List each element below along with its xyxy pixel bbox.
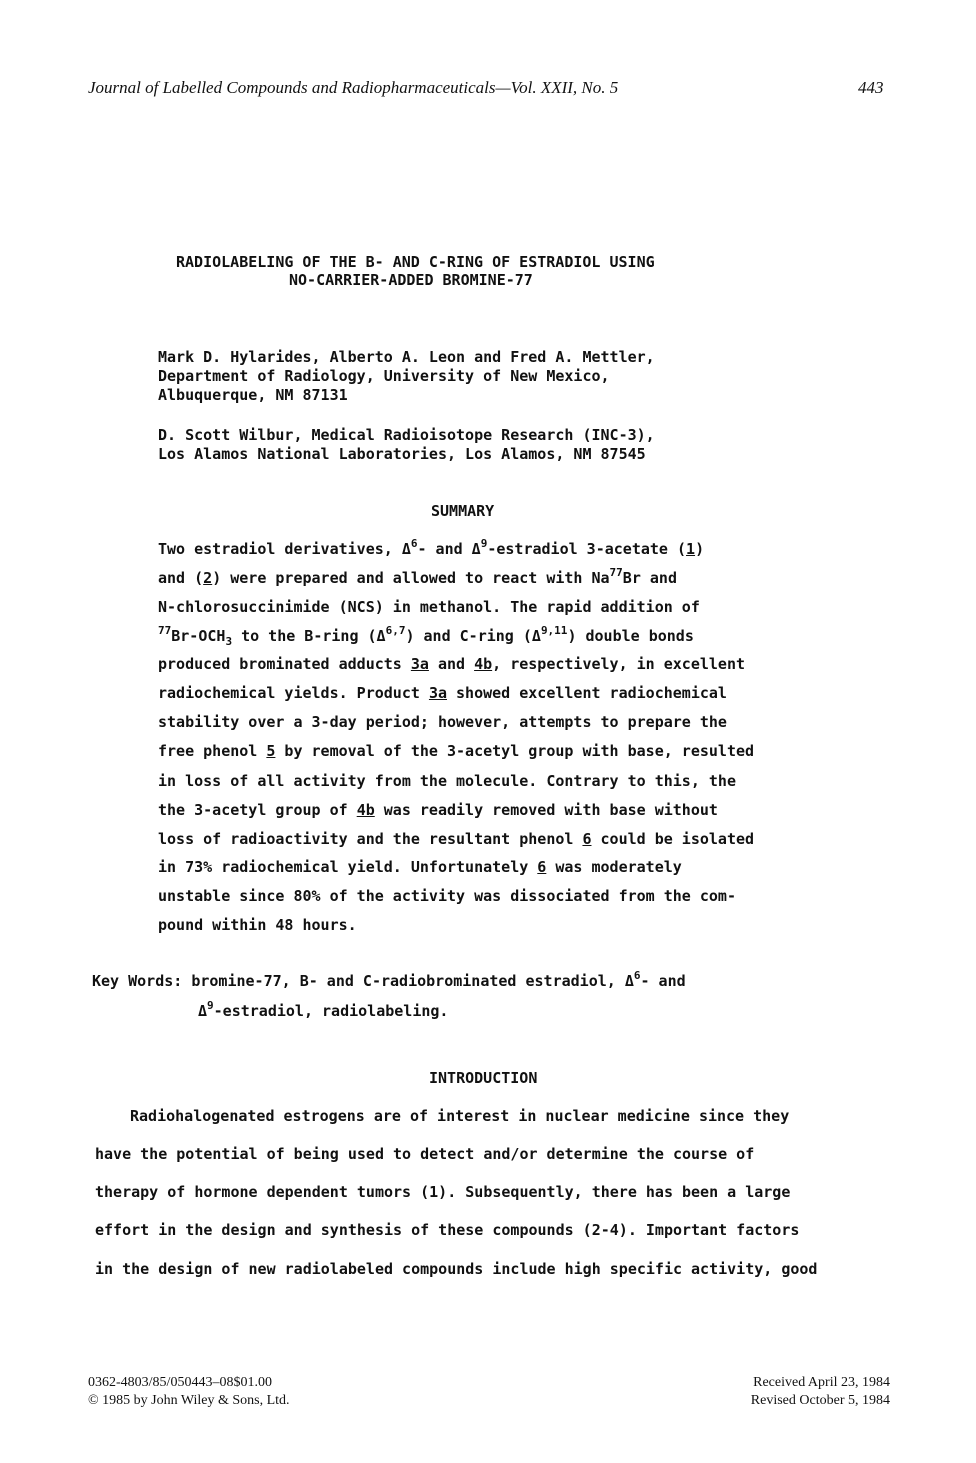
summary-line-1: Two estradiol derivatives, $\Delta^6-$ and $\Delta^9$-estradiol 3-acetate (1) [158, 537, 705, 558]
compound-ref: 6 [582, 830, 592, 848]
intro-line: Radiohalogenated estrogens are of interest in nuclear medicine since they [130, 1107, 790, 1125]
summary-line-14: pound within 48 hours. [158, 916, 357, 934]
summary-line-3: N-chlorosuccinimide (NCS) in methanol. The rapid addition of [158, 598, 700, 616]
compound-ref: 5 [266, 742, 276, 760]
summary-heading: SUMMARY [431, 502, 495, 520]
intro-line: therapy of hormone dependent tumors (1). Subsequently, there has been a large [95, 1183, 791, 1201]
summary-line-11: loss of radioactivity and the resultant phenol 6 could be isolated [158, 830, 755, 848]
summary-line-7: stability over a 3-day period; however, attempts to prepare the [158, 713, 727, 731]
compound-ref: 6 [537, 858, 547, 876]
compound-ref: 4b [474, 655, 493, 673]
author-line: D. Scott Wilbur, Medical Radioisotope Research (INC-3), [158, 426, 655, 444]
introduction-heading: INTRODUCTION [429, 1069, 538, 1087]
compound-ref: 2 [203, 569, 213, 587]
summary-line-6: radiochemical yields. Product 3a showed excellent radiochemical [158, 684, 727, 702]
summary-line-9: in loss of all activity from the molecule. Contrary to this, the [158, 772, 736, 790]
summary-line-13: unstable since 80% of the activity was dissociated from the com- [158, 887, 736, 905]
intro-line: effort in the design and synthesis of these compounds (2-4). Important factors [95, 1221, 800, 1239]
compound-ref: 3a [428, 684, 447, 702]
affiliation-line: Los Alamos National Laboratories, Los Alamos, NM 87545 [158, 445, 646, 463]
address-line: Albuquerque, NM 87131 [158, 386, 348, 404]
summary-line-10: the 3-acetyl group of 4b was readily removed with base without [158, 801, 718, 819]
affiliation-line: Department of Radiology, University of New Mexico, [158, 367, 610, 385]
title-line-2: NO-CARRIER-ADDED BROMINE-77 [289, 271, 533, 289]
compound-ref: 3a [410, 655, 429, 673]
footer-received: Received April 23, 1984 [753, 1375, 890, 1390]
intro-line: have the potential of being used to detect and/or determine the course of [95, 1145, 755, 1163]
compound-ref: 1 [686, 540, 696, 558]
summary-line-8: free phenol 5 by removal of the 3-acetyl group with base, resulted [158, 742, 755, 760]
footer-code: 0362-4803/85/050443–08$01.00 [88, 1375, 272, 1390]
title-line-1: RADIOLABELING OF THE B- AND C-RING OF ESTRADIOL USING [176, 253, 655, 271]
summary-line-4: $^{77}Br-OCH_3$ to the B-ring $(\Delta^{6,7})$ and C-ring $(\Delta^{9,11})$ double bonds [158, 624, 694, 648]
summary-line-12: in 73% radiochemical yield. Unfortunately 6 was moderately [158, 858, 682, 876]
footer-revised: Revised October 5, 1984 [750, 1393, 890, 1408]
author-line: Mark D. Hylarides, Alberto A. Leon and Fred A. Mettler, [158, 348, 655, 366]
page-number: 443 [858, 78, 884, 97]
intro-line: in the design of new radiolabeled compounds include high specific activity, good [95, 1260, 818, 1278]
compound-ref: 4b [356, 801, 375, 819]
summary-line-5: produced brominated adducts 3a and 4b, respectively, in excellent [158, 655, 746, 673]
keywords-line-1: Key Words: bromine-77, B- and C-radiobrominated estradiol, $\Delta^6-$ and [92, 969, 686, 990]
running-header: Journal of Labelled Compounds and Radiopharmaceuticals—Vol. XXII, No. 5 [88, 78, 619, 97]
footer-copyright: © 1985 by John Wiley & Sons, Ltd. [88, 1393, 290, 1408]
keywords-line-2: $\Delta^9$-estradiol, radiolabeling. [198, 999, 449, 1020]
summary-line-2: and (2) were prepared and allowed to react with Na$^{77}$Br and [158, 566, 677, 587]
